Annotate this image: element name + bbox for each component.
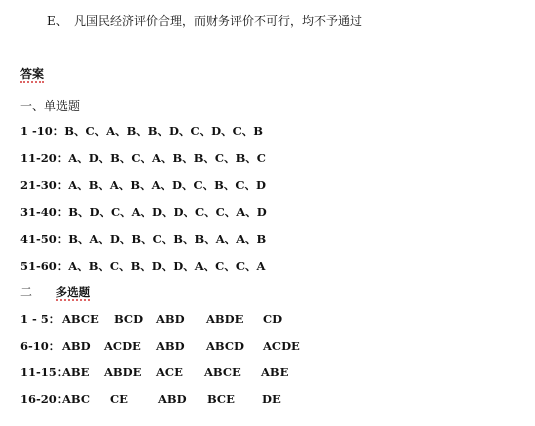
single-answers: B、D、C、A、D、D、C、C、A、D [68,205,267,219]
single-range: 41-50： [20,232,69,246]
multi-range: 6-10： [20,339,61,353]
multi-row-2 [0,338,535,354]
multi-answer: ACDE [104,339,141,353]
multi-answer: ABD [156,339,185,353]
single-answers: A、D、B、C、A、B、B、C、B、C [68,151,266,165]
answer-heading-text: 答案 [20,67,45,81]
multi-range: 11-15： [20,365,69,379]
single-row-5 [20,231,266,247]
multi-answer: ABDE [104,365,142,379]
multi-answer: ABD [158,392,187,406]
multi-answer: BCD [114,312,144,326]
single-row-1 [20,123,263,139]
single-range: 1 -10： [20,124,65,138]
multi-range: 1 - 5： [20,312,61,326]
single-range: 51-60： [20,259,69,273]
multi-answer: ABD [62,339,91,353]
single-row-4 [20,204,267,220]
multi-answer: ABD [156,312,185,326]
multi-answer: CE [110,392,128,406]
single-row-6 [20,258,265,274]
multi-answer: ABCD [206,339,244,353]
section-single-choice-title: 一、单选题 [20,99,81,113]
multi-answer: ABDE [206,312,244,326]
multi-answer: ACDE [263,339,300,353]
single-row-2 [20,150,266,166]
answer-heading [20,66,44,83]
multi-row-4 [0,391,535,407]
section-multi-choice-title [20,284,90,301]
section-multi-number: 二 [20,285,33,299]
multi-answer: DE [262,392,281,406]
multi-answer: ACE [156,365,183,379]
single-range: 31-40： [20,205,69,219]
option-e-letter: E、 [47,14,68,28]
multi-answer: ABE [261,365,289,379]
multi-row-3 [0,364,535,380]
single-answers: A、B、C、B、D、D、A、C、C、A [68,259,266,273]
single-answers: B、A、D、B、C、B、B、A、A、B [68,232,267,246]
multi-answer: ABE [62,365,90,379]
multi-row-1 [0,311,535,327]
single-range: 21-30： [20,178,69,192]
single-answers: A、B、A、B、A、D、C、B、C、D [68,178,266,192]
multi-answer: ABC [62,392,91,406]
single-answers: B、C、A、B、B、D、C、D、C、B [64,124,264,138]
option-e-text: 凡国民经济评价合理，而财务评价不可行，均不予通过 [74,14,363,28]
section-multi-label: 多选题 [55,285,91,299]
multi-answer: ABCE [62,312,99,326]
single-row-3 [20,177,266,193]
multi-range: 16-20： [20,392,69,406]
multi-answer: BCE [207,392,235,406]
multi-answer: ABCE [204,365,241,379]
single-range: 11-20： [20,151,69,165]
multi-answer: CD [263,312,283,326]
